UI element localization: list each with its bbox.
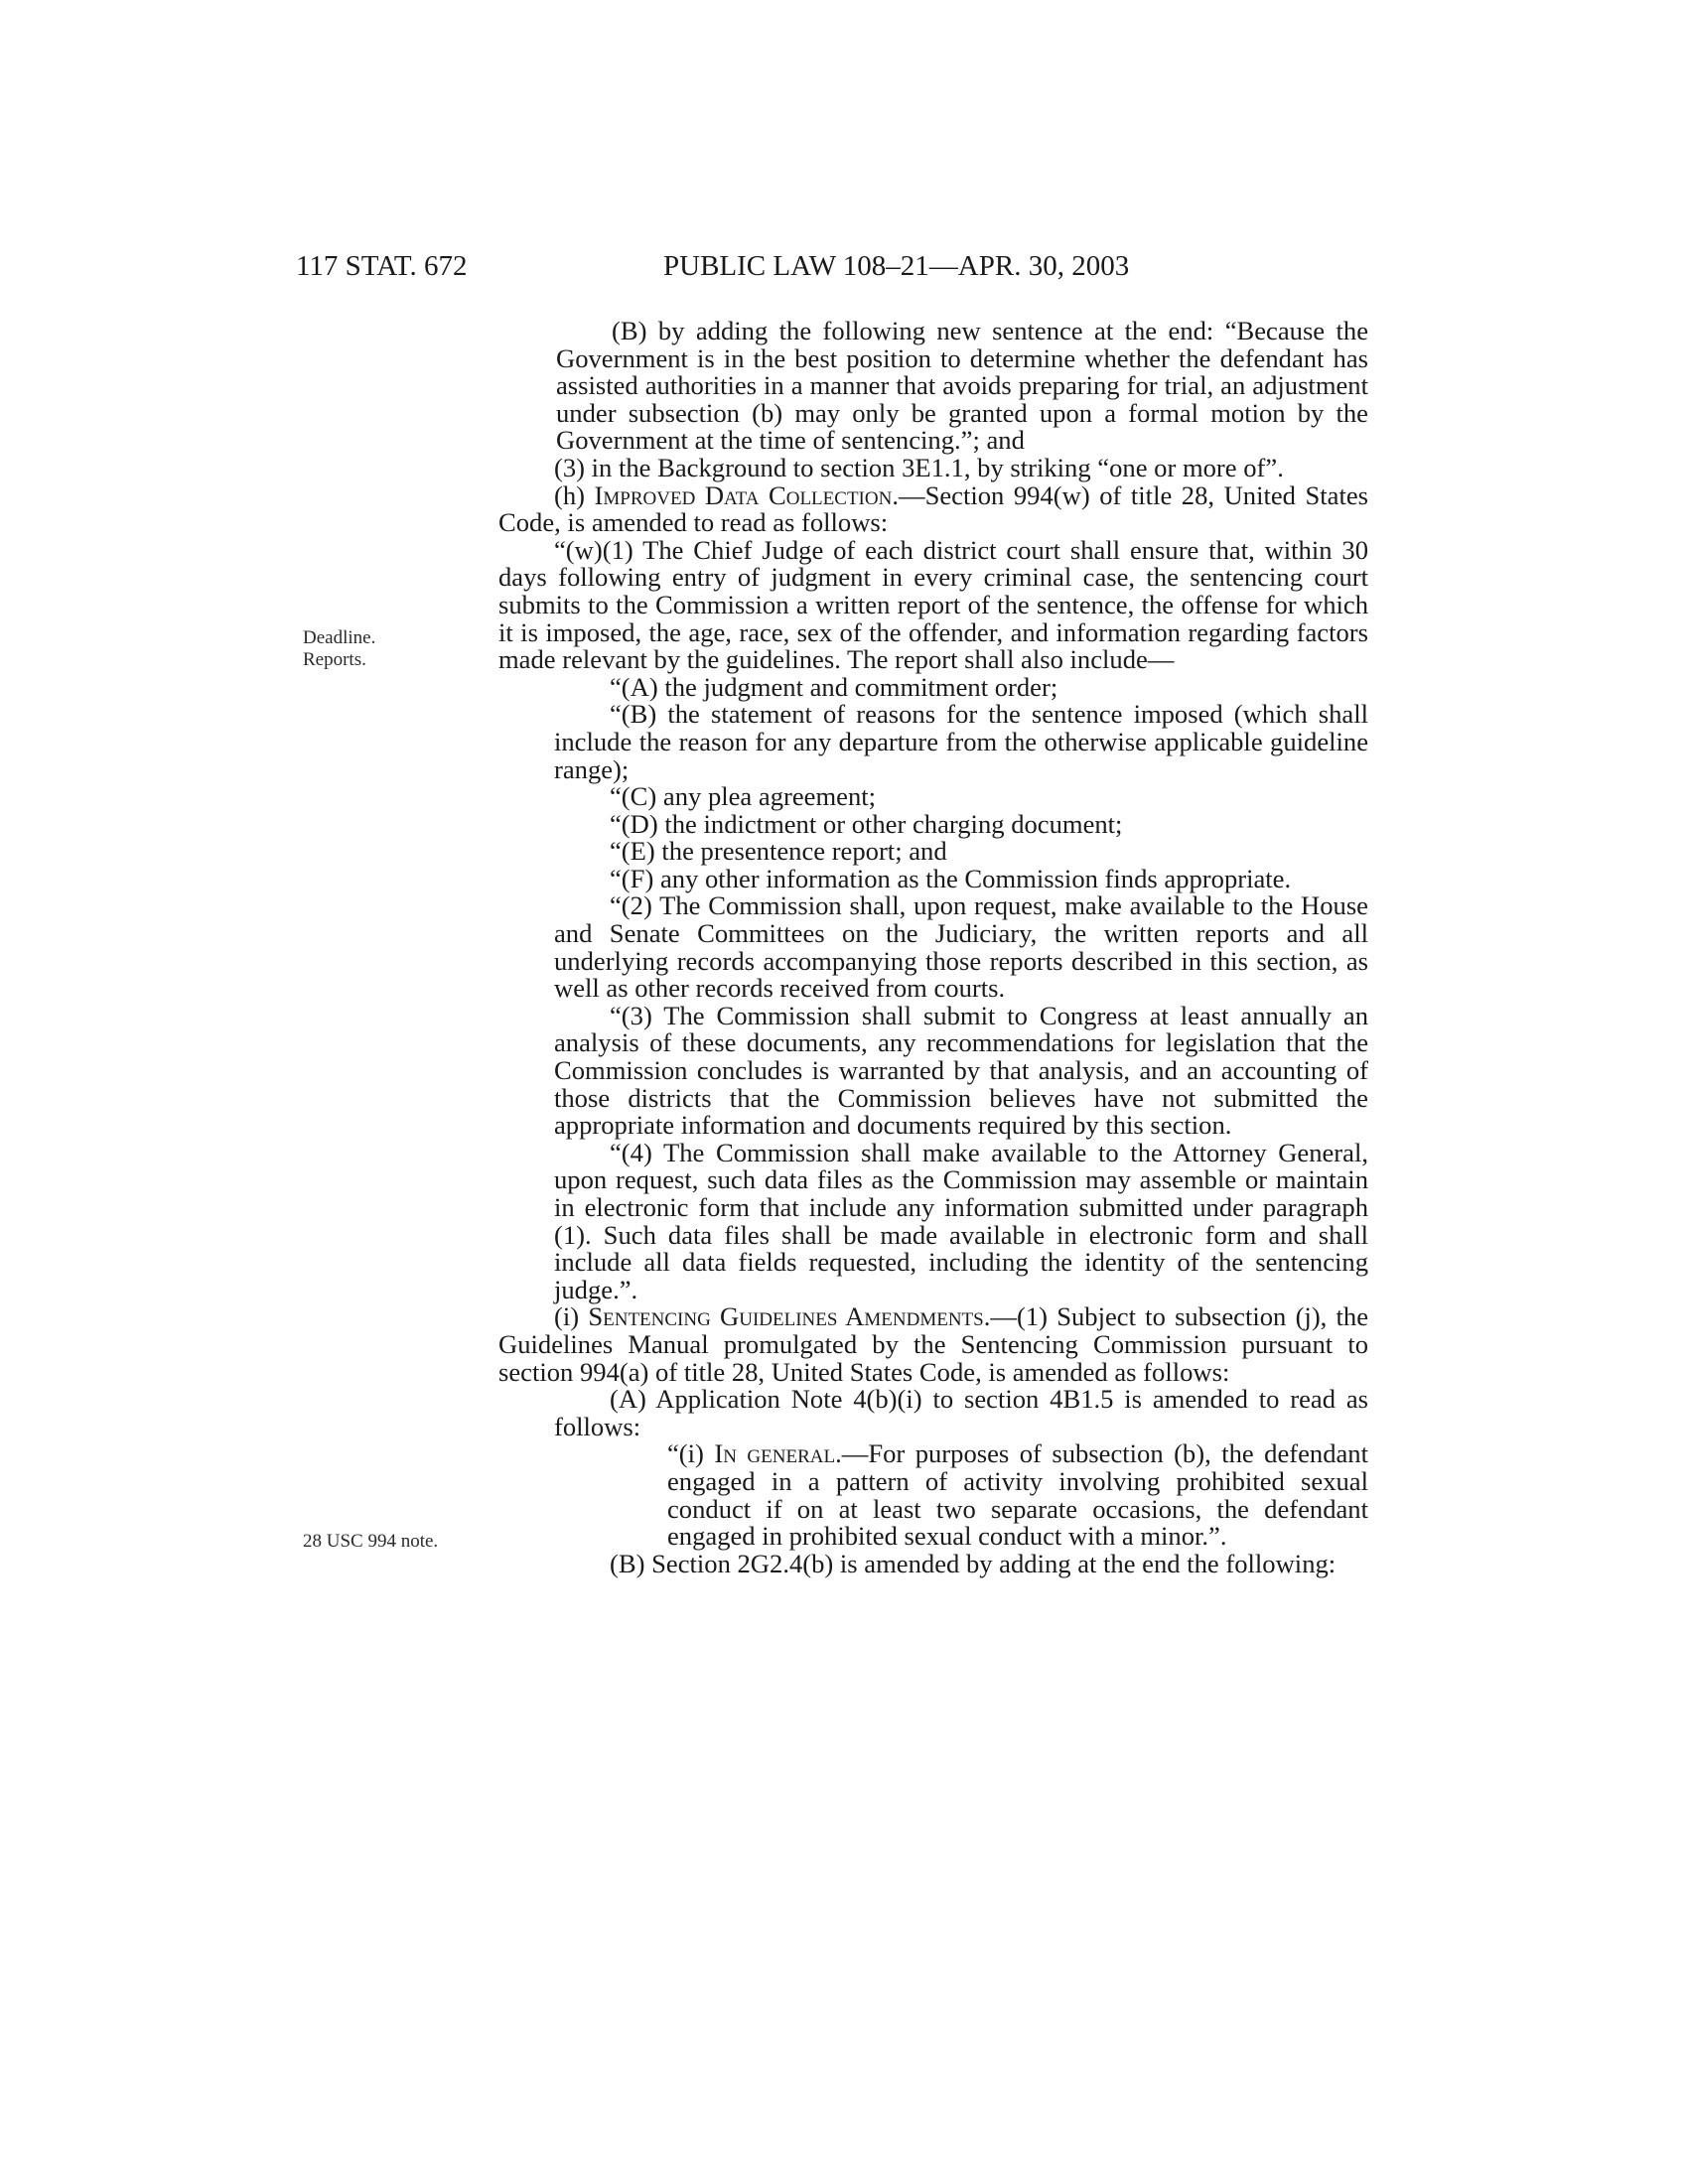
paragraph-iB: (B) Section 2G2.4(b) is amended by adding at the end the following: [610, 1548, 1336, 1578]
paragraph-wB: “(B) the statement of reasons for the sentence imposed (which shall include the reason for any departure from the otherwise applicable guideline range); [554, 699, 1368, 784]
paragraph-h [498, 479, 1369, 538]
paragraph-i [498, 1303, 1368, 1386]
page-header [296, 248, 1368, 284]
margin-note-deadline: Deadline. [303, 627, 376, 648]
quote-iA-text: —For purposes of subsection (b), the defendant engaged in a pattern of activity involving prohibited sexual conduct if on at least two separate occasions, the defendant engaged in prohibited sexual conduct with a minor.”. [667, 1438, 1368, 1552]
quote-heading-in-general: In general. [714, 1438, 842, 1469]
paragraph-h-lead: (h) [554, 479, 595, 510]
paragraph-wC: “(C) any plea agreement; [610, 781, 877, 812]
margin-note-reports: Reports. [303, 649, 366, 670]
paragraph-iA: (A) Application Note 4(b)(i) to section 4B1.5 is amended to read as follows: [554, 1384, 1368, 1441]
paragraph-h-text: —Section 994(w) of title 28, United States Code, is amended to read as follows: [498, 479, 1369, 538]
paragraph-i-text: —(1) Subject to subsection (j), the Guidelines Manual promulgated by the Sentencing Commission pursuant to section 994(a) of title 28, United States Code, is amended as follows: [498, 1301, 1369, 1387]
paragraph-wF: “(F) any other information as the Commission finds appropriate. [610, 863, 1292, 893]
body-text [498, 318, 1368, 1577]
section-heading-i: Sentencing Guidelines Amendments. [588, 1301, 991, 1332]
section-heading-h: Improved Data Collection. [594, 479, 899, 510]
quote-iA-lead: “(i) [667, 1438, 715, 1469]
paragraph-wA: “(A) the judgment and commitment order; [610, 671, 1058, 702]
margin-note-usc: 28 USC 994 note. [303, 1531, 439, 1552]
paragraph-wE: “(E) the presentence report; and [610, 836, 947, 867]
paragraph-i-lead: (i) [554, 1301, 589, 1332]
paragraph-item-3: (3) in the Background to section 3E1.1, by striking “one or more of”. [554, 452, 1284, 482]
paragraph-w1: “(w)(1) The Chief Judge of each district court shall ensure that, within 30 days following entry of judgment in every criminal case, the sentencing court submits to the Commission a written report of the sentence, the offense for which it is imposed, the age, race, sex of the offender, and information regarding factors made relevant by the guidelines. The report shall also include— [498, 534, 1368, 675]
paragraph-w3: “(3) The Commission shall submit to Congress at least annually an analysis of these documents, any recommendations for legislation that the Commission concludes is warranted by that analysis, and an accounting of those districts that the Commission believes have not submitted the appropriate information and documents required by this section. [554, 1000, 1368, 1141]
quote-iA [498, 1440, 1368, 1550]
stat-page-number: 117 STAT. 672 [296, 250, 468, 282]
paragraph-w4: “(4) The Commission shall make available to the Attorney General, upon request, such data files as the Commission may assemble or maintain in electronic form that include any information submitted under paragraph (1). Such data files shall be made available in electronic form and shall include all data fields requested, including the identity of the sentencing judge.”. [554, 1137, 1368, 1304]
paragraph-wD: “(D) the indictment or other charging document; [610, 808, 1123, 839]
running-title: PUBLIC LAW 108–21—APR. 30, 2003 [663, 250, 1130, 282]
paragraph-b-item: (B) by adding the following new sentence at the end: “Because the Government is in the best position to determine whether the defendant has assisted authorities in a manner that avoids preparing for trial, an adjustment under subsection (b) may only be granted upon a formal motion by the Government at the time of sentencing.”; and [556, 316, 1368, 456]
paragraph-w2: “(2) The Commission shall, upon request, make available to the House and Senate Committees on the Judiciary, the written reports and all underlying records accompanying those reports described in this section, as well as other records received from courts. [554, 890, 1368, 1004]
